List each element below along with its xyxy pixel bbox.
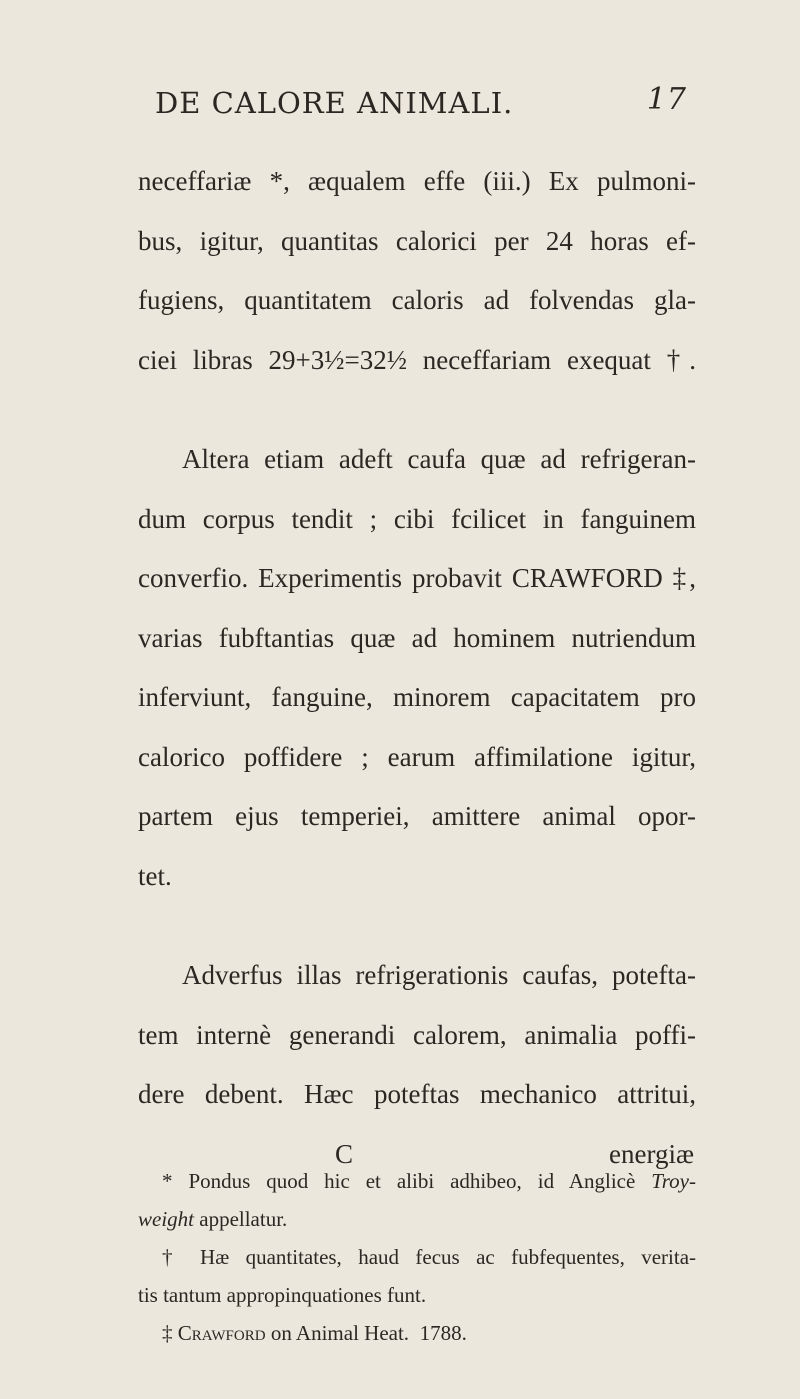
text-line: neceffariæ *, æqualem effe (iii.) Ex pulmoni- (138, 166, 696, 196)
footnote-text: appellatur. (199, 1207, 288, 1231)
paragraph-3 (138, 946, 696, 1125)
text-line: partem ejus temperiei, amittere animal opor- (138, 801, 696, 831)
footnote-italic: Troy- (651, 1169, 696, 1193)
footnote-1-continued (138, 1200, 696, 1238)
footnote-italic: weight (138, 1207, 194, 1231)
footnote-2 (138, 1238, 696, 1276)
footnote-mark: † (162, 1245, 184, 1269)
text-line: tem internè generandi calorem, animalia poffi- (138, 1019, 696, 1050)
page-number: 17 (646, 82, 687, 117)
body-text (138, 152, 696, 1184)
signature-mark: C (335, 1138, 354, 1169)
footnote-author: Crawford (177, 1321, 266, 1345)
footnote-text: on Animal Heat. (270, 1321, 410, 1345)
running-header (135, 76, 695, 136)
footnote-text: Hæ quantitates, haud fecus ac fubfequentes, verita- (200, 1245, 697, 1269)
footnote-1 (138, 1162, 696, 1200)
text-line: Altera etiam adeft caufa quæ ad refrigeran- (182, 444, 696, 474)
footnote-2-continued (138, 1276, 696, 1314)
footnote-mark: * (162, 1169, 173, 1193)
footnote-3 (138, 1314, 696, 1352)
paragraph-1 (138, 152, 696, 390)
footnote-text: tis tantum appropinquationes funt. (138, 1283, 427, 1307)
text-line: ciei libras 29+3½=32½ neceffariam exequat †. (138, 344, 696, 375)
paragraph-2 (138, 430, 696, 906)
text-line: tet. (138, 860, 172, 891)
text-line: dere debent. Hæc poteftas mechanico attritui, (138, 1079, 696, 1109)
running-title: DE CALORE ANIMALI. (155, 86, 514, 120)
catchword: energiæ (609, 1138, 694, 1169)
text-line: fugiens, quantitatem caloris ad folvendas gla- (138, 285, 696, 315)
text-line: calorico poffidere ; earum affimilatione igitur, (138, 741, 696, 772)
text-line: bus, igitur, quantitas calorici per 24 horas ef- (138, 225, 696, 256)
text-line: dum corpus tendit ; cibi fcilicet in fanguinem (138, 503, 696, 534)
footnotes (138, 1162, 696, 1352)
footnote-text: Pondus quod hic et alibi adhibeo, id Anglicè (188, 1169, 636, 1193)
footnote-year: 1788. (419, 1321, 467, 1345)
text-line: converfio. Experimentis probavit CRAWFORD ‡, (138, 563, 696, 593)
footnote-mark: ‡ (162, 1321, 173, 1345)
text-line: Adverfus illas refrigerationis caufas, potefta- (182, 960, 696, 990)
text-line: inferviunt, fanguine, minorem capacitatem pro (138, 682, 696, 712)
text-line: varias fubftantias quæ ad hominem nutriendum (138, 622, 696, 653)
